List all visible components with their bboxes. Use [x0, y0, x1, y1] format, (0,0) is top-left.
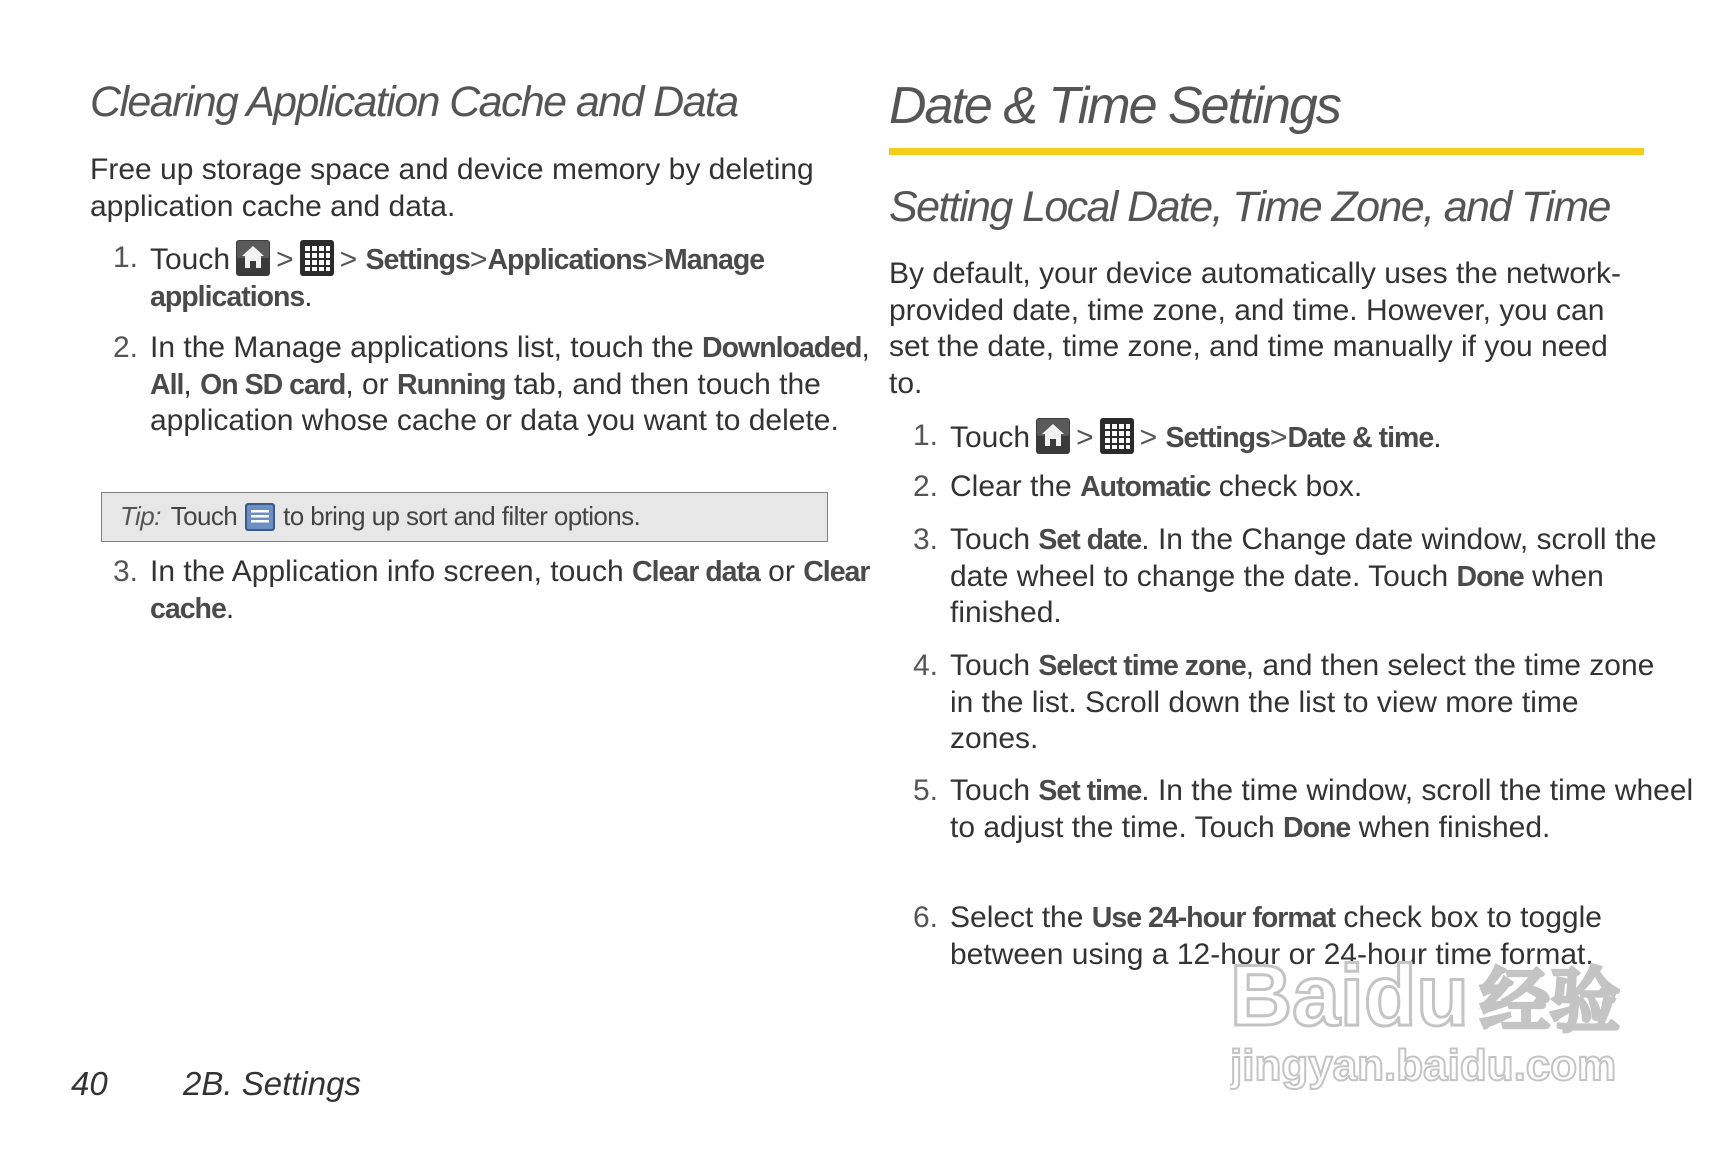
step-text: check box. [1218, 470, 1363, 503]
step-text: Touch [150, 243, 231, 276]
step-text: In the Manage applications list, touch the [150, 331, 694, 364]
date-time-label: Date & time [1287, 422, 1434, 454]
step-text: Touch [950, 774, 1031, 807]
apps-grid-icon [300, 240, 334, 276]
left-step-3 [92, 554, 895, 627]
clear-data-label: Clear data [632, 556, 760, 588]
step-text: . In the Change date window, scroll the date wheel to change the date. Touch [950, 523, 1657, 593]
page-title: Date & Time Settings [889, 77, 1340, 135]
automatic-label: Automatic [1080, 471, 1211, 503]
separator: > [646, 243, 664, 276]
right-step-4 [892, 648, 1660, 758]
settings-label: Settings [1165, 422, 1270, 454]
step-text: Touch [950, 523, 1031, 556]
step-text: Clear the [950, 470, 1072, 503]
done-label: Done [1456, 560, 1524, 593]
step-text: . In the time window, scroll the time wheel to adjust the time. Touch [950, 774, 1694, 844]
step-text: when finished. [950, 559, 1604, 629]
step-number: 2. [112, 331, 138, 364]
manage-applications-label: Manage applications [150, 244, 765, 313]
step-number: 5. [912, 774, 938, 807]
step-number: 1. [112, 241, 138, 274]
menu-icon [245, 503, 275, 531]
step-text: . [225, 591, 235, 625]
step-text: In the Application info screen, touch [150, 555, 624, 588]
left-heading: Clearing Application Cache and Data [90, 78, 738, 126]
done-label: Done [1282, 811, 1351, 844]
left-intro: Free up storage space and device memory by deleting application cache and data. [90, 153, 814, 223]
step-text: , [861, 331, 870, 364]
tip-box [101, 492, 828, 542]
page-number: 40 [71, 1065, 108, 1102]
clear-cache-label: Clear cache [150, 556, 870, 625]
home-icon [236, 240, 270, 276]
step-text: , or [345, 367, 389, 401]
step-text: tab, and then touch the application whose cache or data you want to delete. [150, 367, 839, 437]
step-text: Touch [950, 421, 1031, 454]
downloaded-tab-label: Downloaded [702, 332, 862, 364]
separator: > [276, 243, 294, 276]
step-number: 2. [912, 470, 938, 503]
left-step-2 [92, 330, 885, 440]
tip-text: Touch [170, 501, 238, 531]
separator: > [1076, 421, 1094, 454]
title-rule [889, 148, 1644, 155]
apps-grid-icon [1100, 418, 1134, 454]
step-text: . [304, 279, 313, 313]
right-step-3 [892, 522, 1695, 632]
right-step-2 [892, 469, 1700, 506]
step-number: 3. [912, 523, 938, 556]
step-number: 3. [112, 555, 138, 588]
step-text: Touch [950, 649, 1031, 682]
on-sd-card-tab-label: On SD card [200, 368, 346, 401]
right-step-5 [892, 773, 1695, 846]
applications-label: Applications [487, 244, 647, 276]
step-text: when finished. [1358, 810, 1551, 844]
select-time-zone-label: Select time zone [1038, 650, 1246, 682]
separator: > [1269, 421, 1288, 454]
settings-label: Settings [365, 244, 470, 276]
step-number: 6. [912, 901, 938, 934]
separator: > [1139, 421, 1158, 454]
right-intro: By default, your device automatically uses the network-provided date, time zone, and time. However, you can set the date, time zone, and time manually if you need to. [889, 257, 1622, 400]
right-step-1 [892, 418, 1700, 457]
watermark-brand: Baidu [1230, 948, 1469, 1044]
section-name: 2B. Settings [183, 1065, 361, 1102]
tip-label: Tip: [120, 501, 161, 531]
separator: > [339, 243, 358, 276]
watermark-url: jingyan.baidu.com [1230, 1041, 1617, 1090]
tip-text: to bring up sort and filter options. [283, 501, 641, 531]
use-24-hour-format-label: Use 24-hour format [1091, 902, 1336, 934]
right-subheading: Setting Local Date, Time Zone, and Time [889, 183, 1610, 231]
step-text: or [768, 555, 795, 588]
all-tab-label: All [150, 368, 184, 401]
separator: > [469, 243, 488, 276]
step-text: . [1433, 421, 1442, 454]
step-text: , and then select the time zone in the list. Scroll down the list to view more time zones. [950, 649, 1655, 755]
left-step-1 [92, 240, 910, 315]
step-number: 1. [912, 419, 938, 452]
home-icon [1036, 418, 1070, 454]
set-date-label: Set date [1038, 524, 1142, 556]
set-time-label: Set time [1038, 775, 1142, 807]
running-tab-label: Running [397, 368, 506, 401]
watermark-cn: 经验 [1480, 960, 1620, 1042]
step-number: 4. [912, 649, 938, 682]
step-text: check box to toggle between using a 12-hour or 24-hour time format. [950, 901, 1602, 971]
step-text: , [183, 367, 192, 401]
step-text: Select the [950, 901, 1084, 934]
baidu-watermark [1230, 945, 1650, 1095]
